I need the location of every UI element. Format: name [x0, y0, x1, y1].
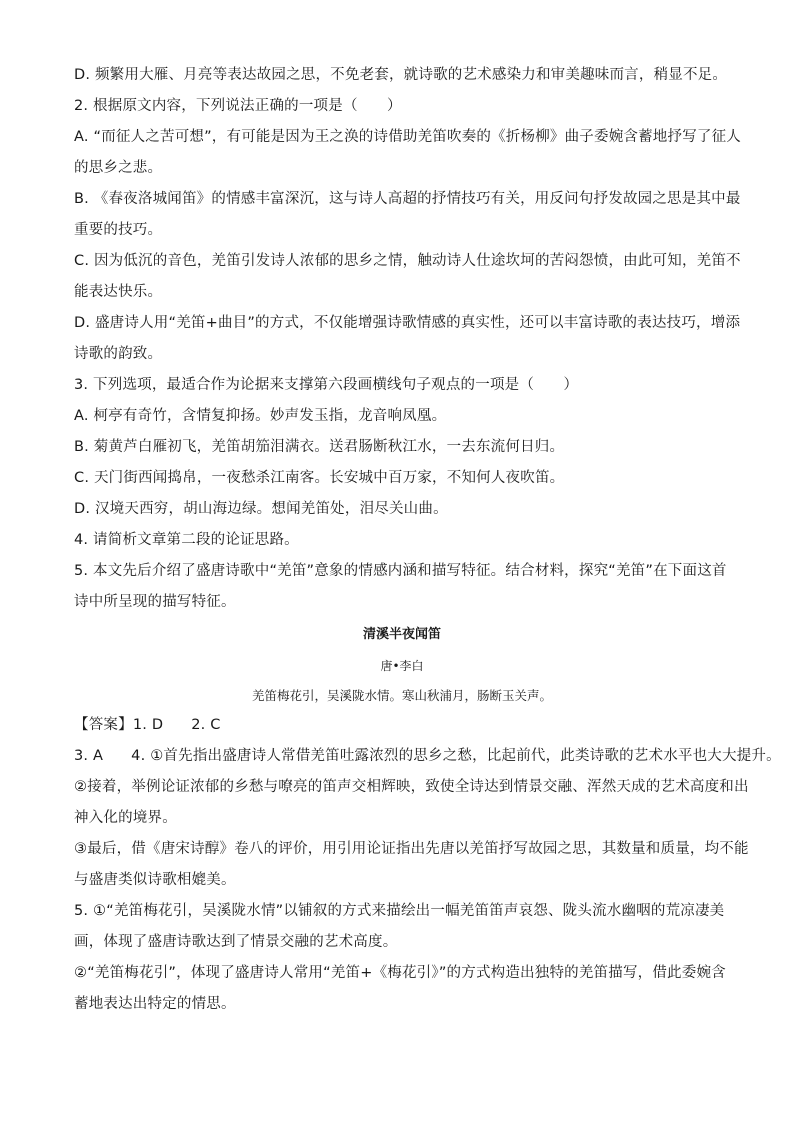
answer-4-line3: 神入化的境界。 [74, 810, 177, 826]
answers-row-2 [74, 741, 781, 772]
answer-4-line4: ③最后，借《唐宋诗醇》卷八的评价，用引用论证指出先唐以羌笛抒写故园之思，其数量和质量，均不能 [74, 841, 749, 857]
answer-4-line2: ②接着，举例论证浓郁的乡愁与嘹亮的笛声交相辉映，致使全诗达到情景交融、浑然天成的艺术高度和出 [74, 779, 749, 795]
answer-5-line4: 蓄地表达出特定的情思。 [74, 996, 236, 1012]
document-page [74, 60, 781, 1020]
answer-1: 1. D [132, 717, 164, 733]
q3-option-d: D. 汉境天西穷，胡山海边绿。想闻羌笛处，泪尽关山曲。 [74, 501, 448, 517]
q5-stem-line2: 诗中所呈现的描写特征。 [74, 594, 236, 610]
poem-title: 清溪半夜闻笛 [362, 627, 441, 642]
q2-option-d-line2: 诗歌的韵致。 [74, 346, 163, 362]
answer-5-line2: 画，体现了盛唐诗歌达到了情景交融的艺术高度。 [74, 934, 398, 950]
answer-5-line1: 5. ①“羌笛梅花引，吴溪陇水情”以铺叙的方式来描绘出一幅羌笛笛声哀怨、陇头流水幽咽的荒凉凄美 [74, 903, 725, 919]
q3-stem: 3. 下列选项，最适合作为论据来支撑第六段画横线句子观点的一项是（ ） [74, 377, 579, 393]
q2-option-b-line1: B. 《春夜洛城闻笛》的情感丰富深沉，这与诗人高超的抒情技巧有关，用反问句抒发故园之思是其中最 [74, 191, 741, 207]
q3-option-a: A. 柯亭有奇竹，含情复抑扬。妙声发玉指，龙音响凤凰。 [74, 408, 447, 424]
answer-4-line1: 4. ①首先指出盛唐诗人常借羌笛吐露浓烈的思乡之愁，比起前代，此类诗歌的艺术水平也大大提升。 [131, 748, 781, 764]
q2-stem: 2. 根据原文内容，下列说法正确的一项是（ ） [74, 98, 402, 114]
poem-author: 唐•李白 [380, 659, 424, 673]
poem-text: 羌笛梅花引，吴溪陇水情。寒山秋浦月，肠断玉关声。 [251, 688, 552, 703]
q3-option-c: C. 天门街西闻捣帛，一夜愁杀江南客。长安城中百万家，不知何人夜吹笛。 [74, 470, 565, 486]
q4-stem: 4. 请简析文章第二段的论证思路。 [74, 532, 299, 548]
answer-3: 3. A [74, 748, 104, 764]
q3-option-b: B. 菊黄芦白雁初飞，羌笛胡笳泪满衣。送君肠断秋江水，一去东流何日归。 [74, 439, 565, 455]
q2-option-a-line1: A. “而征人之苦可想”，有可能是因为王之涣的诗借助羌笛吹奏的《折杨柳》曲子委婉含蓄地抒写了征人 [74, 129, 742, 145]
q2-option-c-line1: C. 因为低沉的音色，羌笛引发诗人浓郁的思乡之情，触动诗人仕途坎坷的苦闷怨愤，由此可知，羌笛不 [74, 253, 741, 269]
q2-option-b-line2: 重要的技巧。 [74, 222, 163, 238]
q1-option-d: D. 频繁用大雁、月亮等表达故园之思，不免老套，就诗歌的艺术感染力和审美趣味而言，稍显不足。 [74, 67, 728, 83]
q2-option-c-line2: 能表达快乐。 [74, 284, 163, 300]
answer-4-line5: 与盛唐类似诗歌相媲美。 [74, 872, 236, 888]
answer-5-line3: ②“羌笛梅花引”，体现了盛唐诗人常用“羌笛+《梅花引》”的方式构造出独特的羌笛描写，借此委婉含 [74, 965, 726, 981]
answers-row-1 [74, 710, 730, 741]
answer-label: 【答案】 [74, 717, 133, 733]
q5-stem-line1: 5. 本文先后介绍了盛唐诗歌中“羌笛”意象的情感内涵和描写特征。结合材料，探究“羌笛”在下面这首 [74, 563, 727, 579]
answer-2: 2. C [191, 717, 221, 733]
q2-option-d-line1: D. 盛唐诗人用“羌笛+曲目”的方式，不仅能增强诗歌情感的真实性，还可以丰富诗歌的表达技巧，增添 [74, 315, 741, 331]
q2-option-a-line2: 的思乡之悲。 [74, 160, 163, 176]
